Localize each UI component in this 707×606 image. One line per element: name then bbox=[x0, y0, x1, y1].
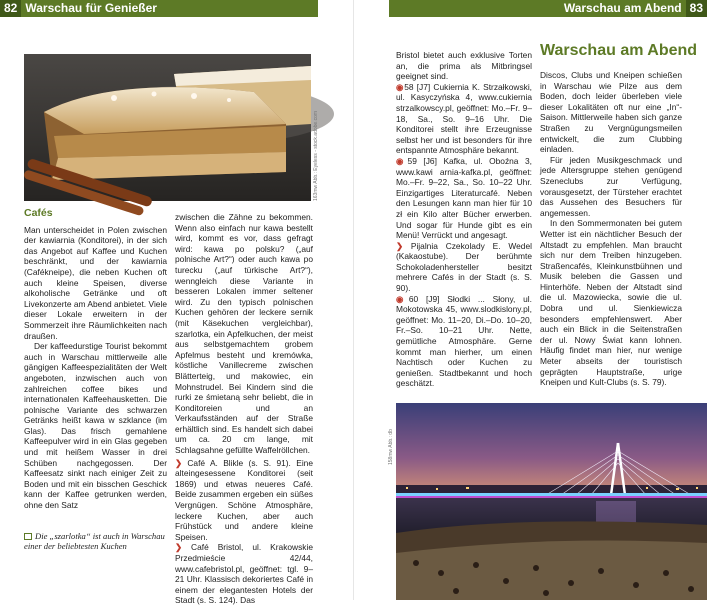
cake-illustration bbox=[24, 54, 311, 201]
column-left-1 bbox=[24, 208, 167, 552]
arrow-icon: ❯ bbox=[396, 240, 411, 251]
column-right-1 bbox=[396, 50, 532, 433]
section-heading: Cafés bbox=[24, 207, 53, 219]
listing-entry: ❯ Café Bristol, ul. Krakowskie Przedmieście 42/44, www.cafebristol.pl, geöffnet: tgl. 9–21 Uhr. Klassisch dekoriertes Café in einem der elegantesten Hotels der Stadt (s. S. 124). Das bbox=[175, 542, 313, 606]
listing-entry: ◉59 [J6] Kafka, ul. Oboźna 3, www.kawi arnia-kafka.pl, geöffnet: Mo.–Fr. 9–22, Sa., So. 10–22 Uhr. Einzigartiges Literaturcafé. Neben den Lesungen kann man hier für 10 zł ein Kilo alter Bücher erwerben. Und sogar für Hunde gibt es ein Menü! Verrückt und angesagt. bbox=[396, 155, 532, 241]
arrow-icon: ❯ bbox=[175, 457, 188, 468]
column-right-2 bbox=[540, 70, 682, 388]
page-number: 82 bbox=[0, 0, 21, 17]
running-title: Warschau für Genießer bbox=[25, 1, 157, 15]
photo-credit: 158mw Abb.: db bbox=[388, 429, 394, 465]
header-right bbox=[389, 0, 707, 17]
column-left-2 bbox=[175, 212, 313, 606]
section-title: Warschau am Abend bbox=[540, 42, 698, 59]
listing-entry: ◉58 [J7] Cukiernia K. Strzałkowski, ul. Kasyczyńska 4, www.cukiernia strzalkowscy.pl, geöffnet: Mo.–Fr. 9–18, Sa., So. 9–16 Uhr. Die Konditorei stellt ihre Erzeugnisse selbst her und ist besonders für ihre entspannte Atmosphäre bekannt. bbox=[396, 81, 533, 156]
bridge-illustration bbox=[396, 403, 707, 600]
listing-entry: ❯ Café A. Blikle (s. S. 91). Eine alteingesessene Konditorei (seit 1869) und etwas neueres Café. Beide zusammen ergeben ein süßes Vergnügen. Schöne Atmosphäre, leckere Kuchen, aber auch Frühstück und andere kleine Speisen. bbox=[175, 457, 313, 542]
photo-caption: Die „szarlotka“ ist auch in Warschau einer der beliebtesten Kuchen bbox=[24, 530, 165, 552]
paragraph: Man unterscheidet in Polen zwischen der kawiarnia (Konditorei), in der sich das Angebot auf Kaffee und Kuchen beschränkt, und der kawiarnia (Cafékneipe), die neben Kuchen oft auch kleine Speisen, diverse alkoholische Getränke und oft Livekonzerte am Abend anbietet. Viele dieser Lokale erweitern in der Sommerzeit ihre Räumlichkeiten nach draußen. bbox=[24, 224, 167, 341]
page-gutter bbox=[353, 0, 354, 600]
paragraph: Der kaffeedurstige Tourist bekommt auch in Warschau mittlerweile alle gängigen Kaffeespezialitäten der Welt angeboten, inzwischen auch von zahlreichen coffee bikes und internationalen Kaffeehausketten. Die polnische Variante des schwarzen Getränks heißt kawa w szklance (im Glas). Das frisch gemahlene Kaffeepulver wird in ein Glas gegeben und mit heißem Wasser in drei Schüben nachgegossen. Der Kaffeesatz sinkt nach einiger Zeit zu Boden und mit ein bisschen Geschick kann der Kaffee getrunken werden, ohne den Satz bbox=[24, 341, 167, 511]
header-left bbox=[0, 0, 318, 17]
caption-icon bbox=[24, 533, 32, 540]
listing-entry: ◉60 [J9] Słodki ... Słony, ul. Mokotowska 45, www.slodkislony.pl, geöffnet: Mo. 11–20, Di.–Do. 10–20, Fr.–So. 10–21 Uhr. Nette, gemütliche Atmosphäre. Gerne kommt man hierher, um einen Nachtisch oder Kuchen zu genießen. Stadtbekannt und hoch geschätzt. bbox=[396, 293, 532, 389]
arrow-icon: ❯ bbox=[175, 542, 192, 553]
listing-entry: ❯ Pijalnia Czekolady E. Wedel (Kakaostube). Der berühmte Schokoladenhersteller besitzt mehrere Cafés in der Stadt (s. S. 90). bbox=[396, 240, 532, 294]
paragraph: Bristol bietet auch exklusive Torten an, die prima als Mitbringsel geeignet sind. bbox=[396, 50, 532, 82]
cafe-icon: ◉ bbox=[396, 155, 408, 166]
night-bridge-photo bbox=[396, 403, 707, 600]
paragraph: Für jeden Musikgeschmack und jede Altersgruppe stehen genügend Szeneclubs zur Verfügung, vorausgesetzt, der Türsteher erachtet das Aussehen des Besuchers für angemessen. bbox=[540, 154, 682, 218]
paragraph: In den Sommermonaten bei gutem Wetter ist ein nächtlicher Besuch der Altstadt zu empfehlen. Man braucht sich nur dem Treiben hinzugeben. Straßencafés, Kleinkunstbühnen und Musik beleben die Gassen und Hinterhöfe. Neben der Altstadt sind die ul. Mazowiecka, sowie die ul. Dobra und ul. Sienkiewicza besonders empfehlenswert. Aber auch ein Blick in die Seitenstraßen der ul. Nowy Świat kann lohnen. Häufig findet man hier, nur wenige Meter abseits der touristisch geprägten Hauptstraße, urige Kneipen und Kult-Clubs (s. S. 79). bbox=[540, 218, 682, 388]
cafe-icon: ◉ bbox=[396, 293, 409, 304]
paragraph: zwischen die Zähne zu bekommen. Wenn also einfach nur kawa bestellt wird, kommt es vor, dass gefragt wird: kawa po polsku? („auf polnische Art?“) oder auch kawa po turecku („auf türkische Art?“), wenngleich diese Variante in besseren Lokalen immer seltener wird. Zu den typisch polnischen Kuchen gehören der leckere sernik (mit Käsekuchen vergleichbar), szarlotka, ein Apfelkuchen, der meist aus selbstgemachtem grobem Apfelmus besteht und kremówka, köstliche Vanillecreme zwischen Blätterteig, und makowiec, ein Mohnstrudel. Bei Kindern sind die rurki ze śmietaną sehr beliebt, die in Konditoreien und an Verkaufsständen auf der Straße erhältlich sind. Es handelt sich dabei um ca. 20 cm lange, mit Schlagsahne gefüllte Waffelröllchen. bbox=[175, 212, 313, 456]
running-title: Warschau am Abend bbox=[563, 1, 682, 15]
cafe-icon: ◉ bbox=[396, 81, 405, 92]
photo-credit: 163mw Abb.: Eyeless - stock.adobe.com bbox=[313, 110, 319, 201]
paragraph: Discos, Clubs und Kneipen schießen in Warschau wie Pilze aus dem Boden, doch leider überleben viele dieser Lokalitäten oft nur eine „In“-Saison. Mittlerweile haben sich ganze Straßen zu Vergnügungsmeilen entwickelt, die zum Clubbing einladen. bbox=[540, 70, 682, 155]
page-number: 83 bbox=[686, 0, 707, 17]
cake-photo bbox=[24, 54, 311, 201]
